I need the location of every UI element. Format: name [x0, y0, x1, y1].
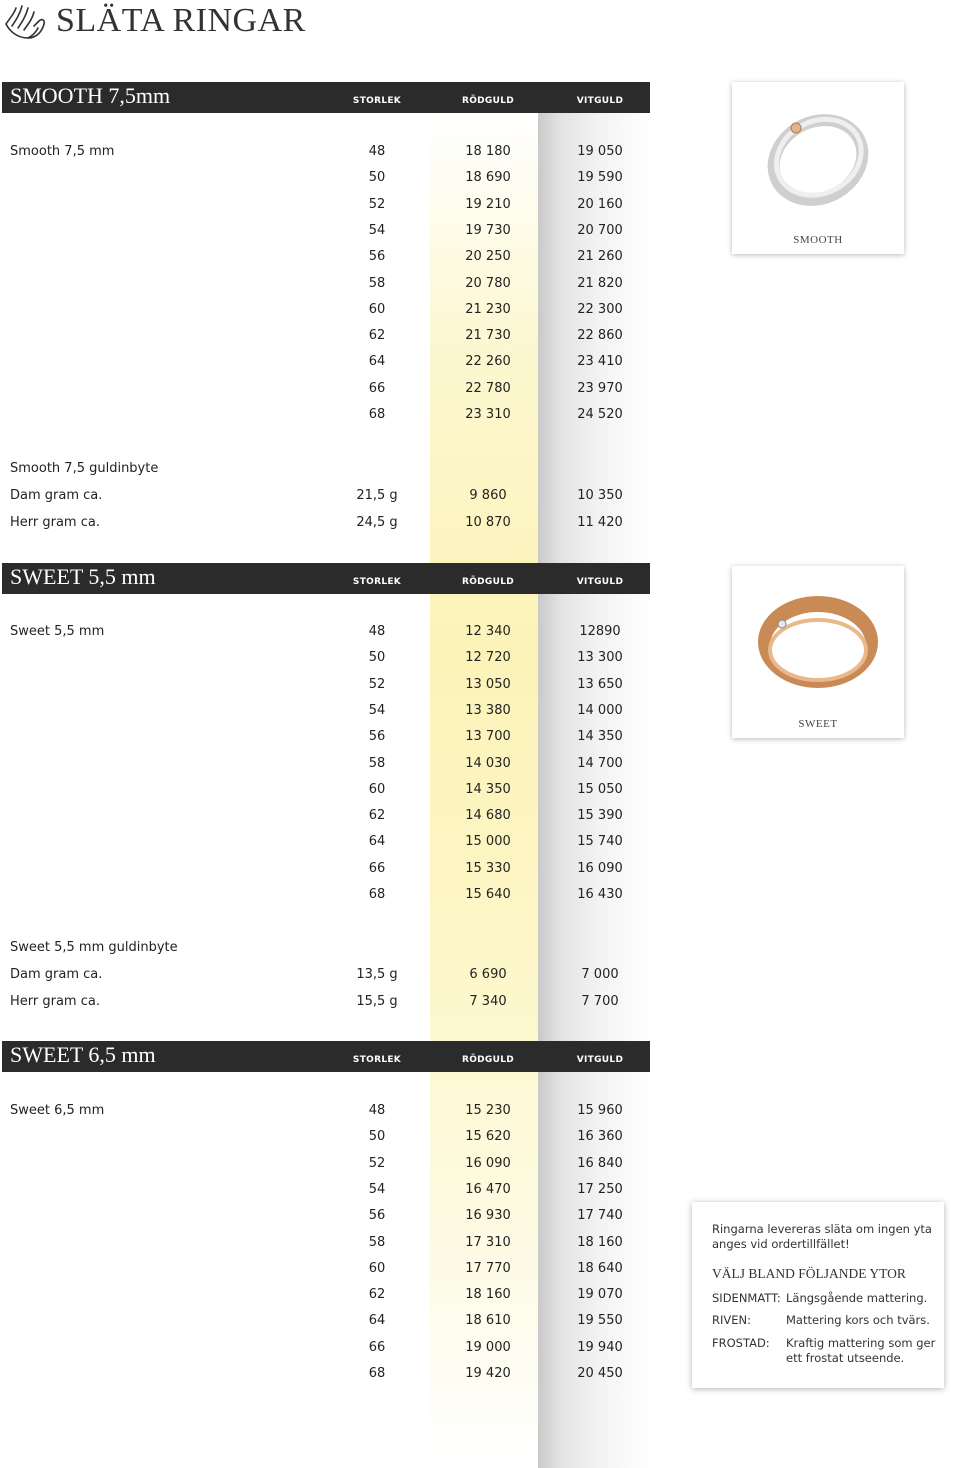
delivery-note: Ringarna levereras släta om ingen yta anges vid ordertillfället!: [712, 1222, 932, 1251]
rose-gold-price: 15 230: [465, 1103, 511, 1118]
white-gold-price: 16 360: [577, 1129, 623, 1145]
white-gold-price: 20 160: [577, 196, 623, 212]
table-row: [0, 650, 650, 670]
white-gold-price: 15 960: [577, 1103, 623, 1118]
rose-gold-price: 18 690: [465, 170, 511, 186]
table-row: [0, 1208, 650, 1228]
white-gold-price: 23 970: [577, 380, 623, 396]
rose-gold-price: 16 090: [465, 1155, 511, 1171]
white-gold-price: 22 300: [577, 301, 623, 317]
table-row: [0, 782, 650, 802]
rose-gold-price: 15 620: [465, 1129, 511, 1145]
ring-size: 64: [368, 1313, 386, 1329]
white-gold-price: 16 840: [577, 1155, 623, 1171]
table-row: [0, 328, 650, 348]
rose-gold-price: 15 640: [465, 887, 511, 902]
product-card-sweet: [732, 566, 904, 738]
ring-size: 60: [368, 1260, 386, 1276]
table-row: [0, 677, 650, 697]
product-caption: SWEET: [798, 718, 838, 730]
ring-size: 54: [368, 1181, 386, 1197]
exchange-row: [0, 967, 650, 987]
rose-gold-price: 14 030: [465, 755, 511, 771]
table-row: [0, 170, 650, 190]
exchange-row: [0, 994, 650, 1014]
white-gold-price: 18 160: [577, 1234, 623, 1250]
table-row: [0, 302, 650, 322]
ring-size: 60: [368, 301, 386, 317]
ring-size: 50: [368, 170, 386, 186]
column-header-size: STORLEK: [352, 577, 402, 587]
ring-size: 56: [368, 1208, 386, 1224]
white-gold-price: 19 940: [577, 1339, 623, 1355]
rose-gold-price: 17 310: [465, 1234, 511, 1250]
rose-gold-price: 20 250: [465, 249, 511, 265]
rose-gold-price: 7 340: [469, 993, 507, 1009]
rose-gold-price: 16 930: [465, 1208, 511, 1224]
ring-size: 50: [368, 1129, 386, 1145]
table-row: [0, 1182, 650, 1202]
ring-size: 68: [368, 887, 386, 902]
gold-weight: 24,5 g: [356, 514, 398, 530]
ring-size: 68: [368, 407, 386, 422]
rose-gold-price: 16 470: [465, 1181, 511, 1197]
table-row: [0, 756, 650, 776]
ring-size: 52: [368, 196, 386, 212]
table-row: [0, 703, 650, 723]
section-header-band: [2, 1041, 650, 1072]
hands-icon: [2, 2, 50, 42]
white-gold-price: 12890: [579, 624, 621, 639]
rose-gold-price: 13 050: [465, 676, 511, 692]
table-row: [0, 1235, 650, 1255]
rose-gold-price: 22 260: [465, 354, 511, 370]
column-header-white-gold: VITGULD: [576, 577, 624, 587]
white-gold-price: 23 410: [577, 354, 623, 370]
ring-size: 66: [368, 380, 386, 396]
table-row: [0, 834, 650, 854]
white-gold-price: 13 300: [577, 650, 623, 666]
white-gold-price: 19 070: [577, 1287, 623, 1303]
rose-gold-price: 17 770: [465, 1260, 511, 1276]
white-gold-price: 16 090: [577, 860, 623, 876]
section-title: SMOOTH 7,5mm: [10, 83, 171, 108]
white-gold-price: 17 740: [577, 1208, 623, 1224]
exchange-label: Herr gram ca.: [10, 993, 100, 1009]
rose-gold-price: 18 610: [465, 1313, 511, 1329]
ring-size: 56: [368, 249, 386, 265]
table-row: [0, 1287, 650, 1307]
ring-size: 50: [368, 650, 386, 666]
exchange-row: [0, 515, 650, 535]
table-row: [0, 1261, 650, 1281]
white-gold-price: 7 000: [581, 967, 619, 982]
column-header-rose-gold: RÖDGULD: [461, 1055, 515, 1065]
rose-gold-price: 19 210: [465, 196, 511, 212]
rose-gold-price: 12 340: [465, 624, 511, 639]
rose-gold-price: 19 000: [465, 1339, 511, 1355]
ring-size: 52: [368, 676, 386, 692]
white-gold-price: 24 520: [577, 407, 623, 422]
rose-gold-price: 22 780: [465, 380, 511, 396]
white-gold-price: 15 050: [577, 781, 623, 797]
rose-gold-price: 15 000: [465, 834, 511, 850]
option-value: Längsgående mattering.: [786, 1291, 928, 1305]
ring-size: 56: [368, 729, 386, 745]
white-gold-price: 14 700: [577, 755, 623, 771]
rose-gold-price: 14 350: [465, 781, 511, 797]
table-row: [0, 861, 650, 881]
white-gold-price: 7 700: [581, 993, 619, 1009]
column-header-rose-gold: RÖDGULD: [461, 96, 515, 106]
gold-weight: 15,5 g: [356, 993, 398, 1009]
option-key: SIDENMATT:: [712, 1291, 781, 1305]
exchange-title: Smooth 7,5 guldinbyte: [10, 461, 159, 476]
white-gold-price: 10 350: [577, 488, 623, 503]
gold-weight: 13,5 g: [356, 967, 398, 982]
exchange-label: Herr gram ca.: [10, 514, 100, 530]
table-row: [0, 729, 650, 749]
white-gold-price: 14 350: [577, 729, 623, 745]
rose-gold-price: 19 420: [465, 1366, 511, 1381]
option-key: RIVEN:: [712, 1313, 751, 1327]
section-title: SWEET 5,5 mm: [10, 564, 156, 589]
exchange-title: Sweet 5,5 mm guldinbyte: [10, 940, 178, 955]
column-header-size: STORLEK: [352, 1055, 402, 1065]
rose-gold-price: 14 680: [465, 808, 511, 824]
white-gold-price: 17 250: [577, 1181, 623, 1197]
table-row: [0, 887, 650, 907]
exchange-label: Dam gram ca.: [10, 967, 103, 982]
ring-size: 62: [368, 1287, 386, 1303]
table-row: [0, 1103, 650, 1123]
ring-size: 48: [368, 624, 386, 639]
table-row: [0, 1129, 650, 1149]
column-header-white-gold: VITGULD: [576, 1055, 624, 1065]
gold-weight: 21,5 g: [356, 488, 398, 503]
ring-size: 58: [368, 1234, 386, 1250]
table-row: [0, 1366, 650, 1386]
ring-image: [752, 96, 884, 224]
ring-size: 62: [368, 808, 386, 824]
option-value: Mattering kors och tvärs.: [786, 1313, 930, 1327]
rose-gold-price: 10 870: [465, 514, 511, 530]
white-gold-price: 14 000: [577, 702, 623, 718]
table-row: [0, 808, 650, 828]
column-header-rose-gold: RÖDGULD: [461, 577, 515, 587]
model-name: Smooth 7,5 mm: [10, 144, 115, 159]
section-header-band: [2, 82, 650, 113]
table-row: [0, 381, 650, 401]
rose-gold-price: 12 720: [465, 650, 511, 666]
option-key: FROSTAD:: [712, 1336, 770, 1350]
table-row: [0, 1313, 650, 1333]
rose-gold-price: 21 230: [465, 301, 511, 317]
product-card-smooth: [732, 82, 904, 254]
rose-gold-price: 13 700: [465, 729, 511, 745]
ring-size: 68: [368, 1366, 386, 1381]
ring-image: [752, 580, 884, 708]
model-name: Sweet 5,5 mm: [10, 624, 105, 639]
section-title: SWEET 6,5 mm: [10, 1042, 156, 1067]
table-row: [0, 1340, 650, 1360]
surface-options-heading: VÄLJ BLAND FÖLJANDE YTOR: [712, 1266, 906, 1281]
rose-gold-price: 9 860: [469, 488, 507, 503]
column-header-white-gold: VITGULD: [576, 96, 624, 106]
table-row: [0, 276, 650, 296]
page-title: SLÄTA RINGAR: [56, 2, 306, 39]
rose-gold-price: 21 730: [465, 328, 511, 344]
surface-info-box: [692, 1202, 944, 1388]
ring-size: 60: [368, 781, 386, 797]
ring-size: 64: [368, 354, 386, 370]
white-gold-price: 16 430: [577, 887, 623, 902]
ring-size: 58: [368, 275, 386, 291]
option-value: Kraftig mattering som ger ett frostat utseende.: [786, 1336, 936, 1365]
ring-size: 52: [368, 1155, 386, 1171]
ring-size: 62: [368, 328, 386, 344]
white-gold-price: 19 050: [577, 144, 623, 159]
white-gold-price: 22 860: [577, 328, 623, 344]
rose-gold-price: 19 730: [465, 222, 511, 238]
section-header-band: [2, 563, 650, 594]
table-row: [0, 407, 650, 427]
ring-size: 66: [368, 860, 386, 876]
exchange-row: [0, 488, 650, 508]
table-row: [0, 1156, 650, 1176]
white-gold-price: 21 820: [577, 275, 623, 291]
ring-size: 48: [368, 1103, 386, 1118]
rose-gold-price: 13 380: [465, 702, 511, 718]
exchange-title-row: [0, 940, 650, 960]
white-gold-price: 20 700: [577, 222, 623, 238]
table-row: [0, 354, 650, 374]
white-gold-price: 15 740: [577, 834, 623, 850]
ring-size: 54: [368, 222, 386, 238]
table-row: [0, 197, 650, 217]
rose-gold-price: 23 310: [465, 407, 511, 422]
rose-gold-price: 18 180: [465, 144, 511, 159]
table-row: [0, 624, 650, 644]
table-row: [0, 144, 650, 164]
ring-size: 54: [368, 702, 386, 718]
white-gold-price: 19 590: [577, 170, 623, 186]
ring-size: 58: [368, 755, 386, 771]
column-header-size: STORLEK: [352, 96, 402, 106]
white-gold-price: 20 450: [577, 1366, 623, 1381]
ring-size: 48: [368, 144, 386, 159]
exchange-title-row: [0, 461, 650, 481]
ring-size: 66: [368, 1339, 386, 1355]
rose-gold-price: 18 160: [465, 1287, 511, 1303]
white-gold-price: 13 650: [577, 676, 623, 692]
ring-size: 64: [368, 834, 386, 850]
white-gold-price: 18 640: [577, 1260, 623, 1276]
table-row: [0, 249, 650, 269]
rose-gold-price: 15 330: [465, 860, 511, 876]
white-gold-price: 21 260: [577, 249, 623, 265]
model-name: Sweet 6,5 mm: [10, 1103, 105, 1118]
exchange-label: Dam gram ca.: [10, 488, 103, 503]
product-caption: SMOOTH: [793, 234, 843, 246]
white-gold-price: 11 420: [577, 514, 623, 530]
table-row: [0, 223, 650, 243]
white-gold-price: 19 550: [577, 1313, 623, 1329]
white-gold-price: 15 390: [577, 808, 623, 824]
rose-gold-price: 20 780: [465, 275, 511, 291]
rose-gold-price: 6 690: [469, 967, 507, 982]
